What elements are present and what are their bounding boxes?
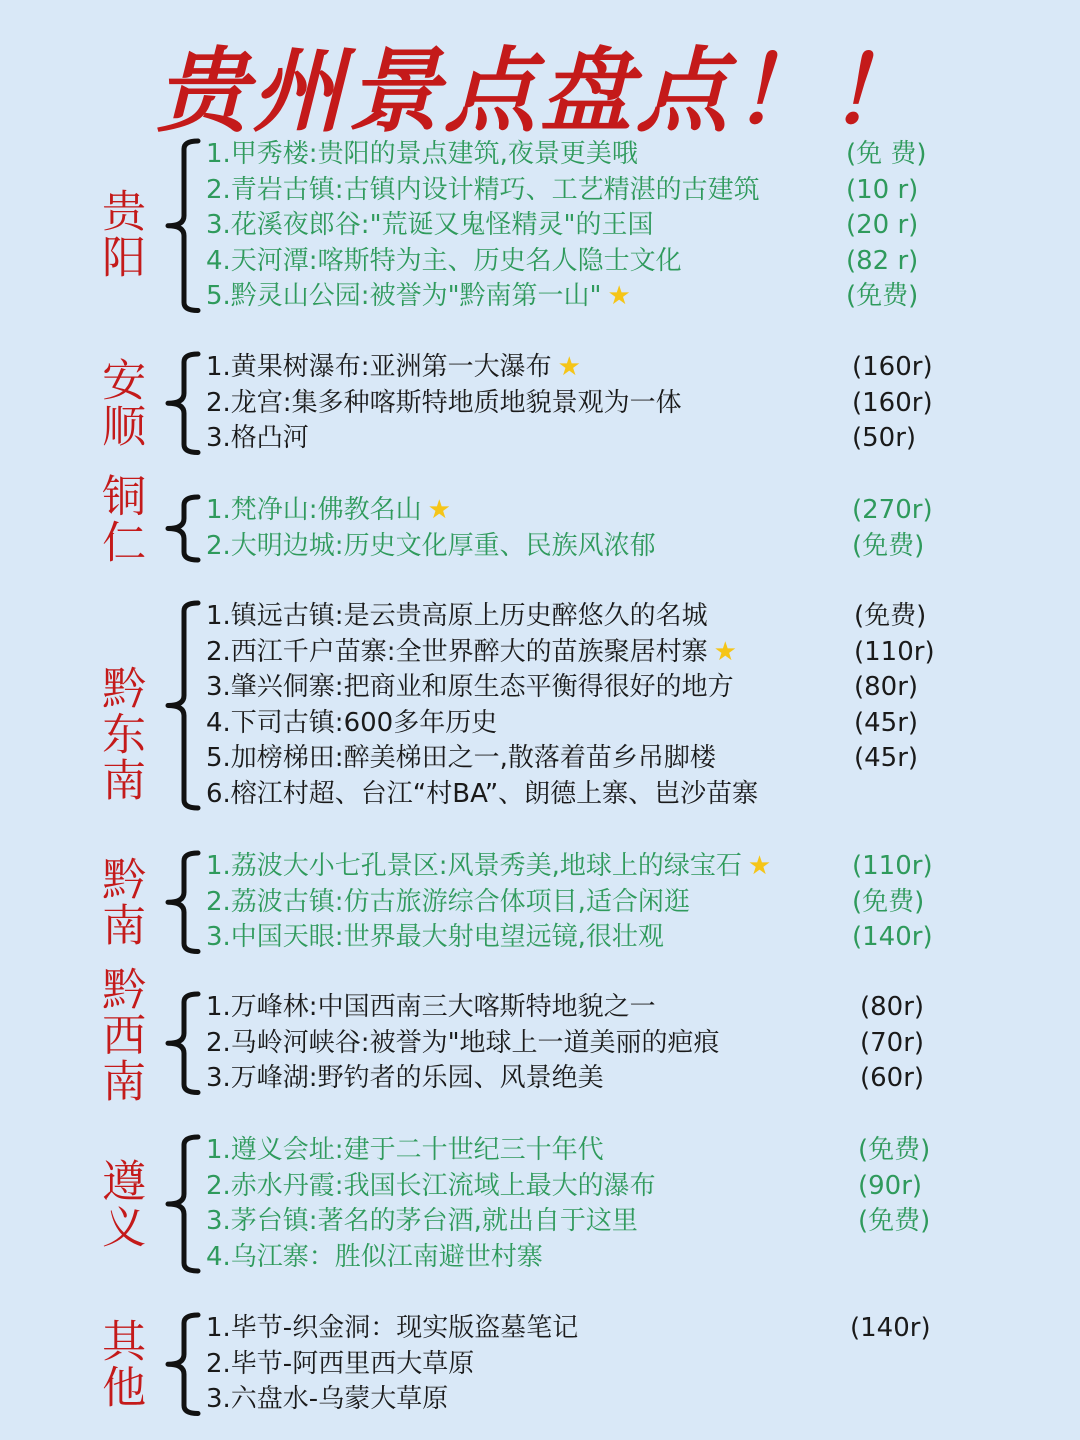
ticket-price: (90r) — [858, 1170, 923, 1201]
attraction-name: 1.镇远古镇:是云贵高原上历史醉悠久的名城 — [206, 601, 708, 631]
region-section — [0, 1311, 1080, 1418]
region-label — [94, 357, 146, 450]
region-name: 铜仁 — [94, 472, 146, 565]
list-item — [206, 1169, 1080, 1205]
attraction-name: 2.大明边城:历史文化厚重、民族风浓郁 — [206, 530, 656, 561]
list-item — [206, 137, 1080, 173]
list-item — [206, 1204, 1080, 1240]
attraction-text — [206, 137, 638, 173]
list-item — [206, 1061, 1080, 1097]
attraction-text — [206, 279, 631, 315]
attraction-list — [206, 137, 1080, 315]
list-item — [206, 244, 1080, 280]
attraction-list — [206, 1133, 1080, 1275]
attraction-list — [206, 1311, 1080, 1418]
ticket-price: (80r) — [860, 992, 925, 1022]
attraction-text — [206, 1204, 638, 1240]
attraction-name: 1.毕节-织金洞：现实版盗墓笔记 — [206, 1313, 579, 1343]
list-item — [206, 173, 1080, 209]
attraction-name: 2.荔波古镇:仿古旅游综合体项目,适合闲逛 — [206, 886, 690, 917]
region-name: 黔西南 — [94, 966, 146, 1105]
region-section — [0, 350, 1080, 457]
region-section — [0, 599, 1080, 812]
list-item — [206, 670, 1080, 706]
region-name: 黔南 — [94, 856, 146, 949]
ticket-price: (140r) — [852, 922, 933, 952]
attraction-text — [206, 990, 656, 1026]
list-item — [206, 1133, 1080, 1169]
attraction-text — [206, 1061, 604, 1097]
region-name: 黔东南 — [94, 664, 146, 803]
attraction-name: 2.赤水丹霞:我国长江流域上最大的瀑布 — [206, 1170, 656, 1201]
attraction-list — [206, 849, 1080, 956]
attraction-name: 3.肇兴侗寨:把商业和原生态平衡得很好的地方 — [206, 672, 734, 702]
ticket-price: (免费) — [858, 1135, 931, 1165]
list-item — [206, 279, 1080, 315]
list-item — [206, 493, 1080, 529]
region-name: 遵义 — [94, 1158, 146, 1250]
region-label — [94, 1158, 146, 1250]
attraction-name: 6.榕江村超、台江“村BA”、朗德上寨、岜沙苗寨 — [206, 778, 759, 809]
attraction-text — [206, 849, 771, 885]
list-item — [206, 421, 1080, 457]
ticket-price: (免 费) — [846, 139, 927, 169]
attraction-text — [206, 741, 716, 777]
ticket-price: (45r) — [854, 707, 919, 738]
attraction-text — [206, 777, 758, 813]
list-item — [206, 208, 1080, 244]
attraction-name: 1.黄果树瀑布:亚洲第一大瀑布 — [206, 352, 552, 382]
ticket-price: (60r) — [860, 1063, 925, 1093]
region-label — [94, 664, 146, 803]
attraction-text — [206, 885, 690, 921]
attraction-name: 1.遵义会址:建于二十世纪三十年代 — [206, 1135, 604, 1165]
curly-brace-icon — [160, 849, 204, 956]
ticket-price: (160r) — [852, 352, 933, 382]
list-item — [206, 386, 1080, 422]
attraction-text — [206, 244, 682, 280]
ticket-price: (70r) — [860, 1027, 925, 1058]
ticket-price: (110r) — [852, 851, 933, 881]
attraction-text — [206, 493, 451, 529]
attraction-list — [206, 350, 1080, 457]
ticket-price: (免费) — [846, 281, 919, 311]
attraction-text — [206, 1026, 720, 1062]
curly-brace-icon — [160, 350, 204, 457]
region-label — [94, 187, 146, 280]
attraction-name: 2.青岩古镇:古镇内设计精巧、工艺精湛的古建筑 — [206, 174, 760, 205]
list-item — [206, 920, 1080, 956]
attraction-text — [206, 529, 656, 565]
ticket-price: (110r) — [854, 636, 935, 667]
attraction-name: 5.黔灵山公园:被誉为"黔南第一山" — [206, 281, 602, 311]
attraction-name: 5.加榜梯田:醉美梯田之一,散落着苗乡吊脚楼 — [206, 743, 716, 773]
list-item — [206, 990, 1080, 1026]
list-item — [206, 1240, 1080, 1276]
region-label — [94, 856, 146, 949]
attraction-text — [206, 208, 654, 244]
attraction-name: 3.茅台镇:著名的茅台酒,就出自于这里 — [206, 1206, 638, 1236]
ticket-price: (免费) — [858, 1206, 931, 1236]
attraction-name: 4.天河潭:喀斯特为主、历史名人隐士文化 — [206, 245, 682, 276]
attraction-list — [206, 599, 1080, 812]
ticket-price: (160r) — [852, 387, 933, 418]
ticket-price: (免费) — [852, 886, 925, 917]
attraction-text — [206, 599, 708, 635]
attraction-text — [206, 920, 664, 956]
star-icon: ★ — [427, 495, 451, 525]
curly-brace-icon — [160, 1133, 204, 1275]
list-item — [206, 1382, 1080, 1418]
list-item — [206, 885, 1080, 921]
attraction-text — [206, 1347, 474, 1383]
region-section — [0, 137, 1080, 315]
region-name: 贵阳 — [94, 187, 146, 280]
ticket-price: (80r) — [854, 672, 919, 702]
star-icon: ★ — [557, 352, 581, 382]
attraction-name: 3.格凸河 — [206, 423, 309, 453]
attraction-name: 3.中国天眼:世界最大射电望远镜,很壮观 — [206, 922, 664, 952]
attraction-list — [206, 493, 1080, 564]
attraction-text — [206, 1240, 543, 1276]
attraction-list — [206, 990, 1080, 1097]
attraction-name: 2.毕节-阿西里西大草原 — [206, 1348, 475, 1379]
attraction-name: 3.花溪夜郎谷:"荒诞又鬼怪精灵"的王国 — [206, 210, 654, 240]
attraction-name: 3.六盘水-乌蒙大草原 — [206, 1384, 449, 1414]
list-item — [206, 350, 1080, 386]
attraction-text — [206, 1311, 578, 1347]
region-section — [0, 1133, 1080, 1275]
curly-brace-icon — [160, 1311, 204, 1418]
ticket-price: (82 r) — [846, 245, 919, 276]
ticket-price: (20 r) — [846, 210, 919, 240]
list-item — [206, 599, 1080, 635]
attraction-name: 2.西江千户苗寨:全世界醉大的苗族聚居村寨 — [206, 636, 708, 667]
region-label — [94, 1318, 146, 1411]
attraction-text — [206, 421, 309, 457]
list-item — [206, 741, 1080, 777]
star-icon: ★ — [713, 636, 737, 667]
ticket-price: (45r) — [854, 743, 919, 773]
attraction-text — [206, 173, 760, 209]
attraction-text — [206, 1133, 604, 1169]
attraction-text — [206, 1382, 448, 1418]
curly-brace-icon — [160, 493, 204, 564]
list-item — [206, 849, 1080, 885]
region-section — [0, 966, 1080, 1105]
list-item — [206, 777, 1080, 813]
attraction-name: 2.马岭河峡谷:被誉为"地球上一道美丽的疤痕 — [206, 1027, 720, 1058]
attraction-name: 1.荔波大小七孔景区:风景秀美,地球上的绿宝石 — [206, 851, 742, 881]
page-title: 贵州景点盘点！！ — [155, 38, 924, 145]
ticket-price: (140r) — [850, 1313, 931, 1343]
curly-brace-icon — [160, 137, 204, 315]
ticket-price: (50r) — [852, 423, 917, 453]
region-label — [94, 472, 146, 565]
attraction-text — [206, 670, 734, 706]
curly-brace-icon — [160, 599, 204, 812]
attraction-text — [206, 350, 581, 386]
attraction-name: 4.乌江寨：胜似江南避世村寨 — [206, 1241, 543, 1272]
list-item — [206, 529, 1080, 565]
ticket-price: (10 r) — [846, 174, 919, 205]
ticket-price: (免费) — [852, 530, 925, 561]
region-name: 安顺 — [94, 357, 146, 450]
ticket-price: (免费) — [854, 601, 927, 631]
star-icon: ★ — [747, 851, 772, 881]
region-label — [94, 966, 146, 1105]
list-item — [206, 1026, 1080, 1062]
attraction-name: 1.甲秀楼:贵阳的景点建筑,夜景更美哦 — [206, 139, 638, 169]
region-name: 其他 — [94, 1318, 146, 1411]
attraction-name: 1.梵净山:佛教名山 — [206, 495, 422, 525]
list-item — [206, 706, 1080, 742]
attraction-text — [206, 635, 737, 671]
attraction-text — [206, 1169, 656, 1205]
attraction-text — [206, 386, 682, 422]
attraction-name: 3.万峰湖:野钓者的乐园、风景绝美 — [206, 1063, 604, 1093]
attraction-name: 1.万峰林:中国西南三大喀斯特地貌之一 — [206, 992, 656, 1022]
list-item — [206, 1347, 1080, 1383]
star-icon: ★ — [607, 281, 631, 311]
curly-brace-icon — [160, 990, 204, 1097]
attraction-name: 4.下司古镇:600多年历史 — [206, 707, 498, 738]
list-item — [206, 1311, 1080, 1347]
region-section — [0, 472, 1080, 565]
region-section — [0, 849, 1080, 956]
ticket-price: (270r) — [852, 495, 933, 525]
attraction-text — [206, 706, 497, 742]
list-item — [206, 635, 1080, 671]
attraction-name: 2.龙宫:集多种喀斯特地质地貌景观为一体 — [206, 387, 682, 418]
